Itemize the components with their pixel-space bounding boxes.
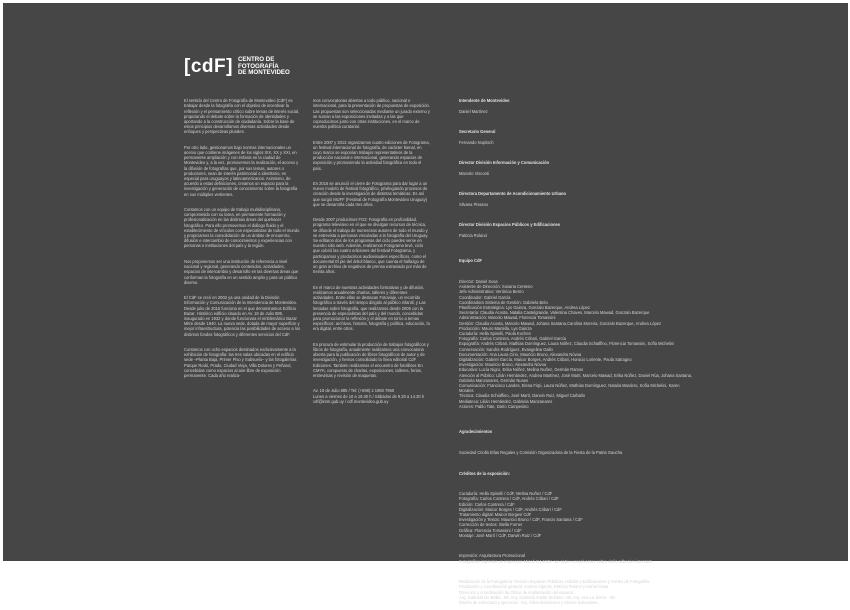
credit-heading: Agradecimientos bbox=[459, 429, 493, 435]
credit-heading: Directora Departamento de Acondicionamiento Urbano bbox=[459, 191, 566, 197]
paragraph: mos convocatorias abiertas a todo público, nacional e internacional, para la presentación de propuestas de exposición. Las propuestas son seleccionadas mediante un jurado externo y se suman a las exposiciones invitadas y a las que coproducimos junto con otras instituciones, en el marco de nuestra política curatorial. bbox=[313, 98, 430, 130]
credit-text: Patricia Roland bbox=[459, 232, 487, 238]
paragraph: En 2016 se anunció el cierre de Fotograma para dar lugar a un nuevo modelo de festival fotográfico, privilegiando procesos de creación desde la investigación de distintas temáticas. Es así que surgió MUFF (Festival de Fotografía Montevideo Uruguay) que se desarrolla cada tres años. bbox=[313, 181, 428, 207]
paragraph: En procura de estimular la producción de trabajos fotográficos y libros de fotografía, anualmente realizamos una convocatoria abierta para la publicación de libros fotográficos de autor y de investigación, y hemos consolidado la línea editorial CdF Ediciones. También realizamos el encuentro de fotolibros En CMYK, compuesto de charlas, exposiciones, talleres, ferias, entrevistas y revisión de maquetas. bbox=[313, 341, 429, 378]
paragraph: Contamos con ocho espacios destinados exclusivamente a la exhibición de fotografía: las tres salas ubicadas en el edificio sede –Planta Baja, Primer Piso y Subsuelo– y las fotogalerías Parque Rodó, Prado, Ciudad Vieja, Villa Dolores y Peñarol, concebidas como espacios al aire libre de exposición permanente. Cada año realiza- bbox=[184, 346, 297, 378]
credit-text: Sociedad Criolla Elías Regules y Comisión Organizadora de la Fiesta de la Patria Gaucha bbox=[459, 449, 623, 455]
paragraph: En el marco de nuestras actividades formativas y de difusión, realizamos anualmente charlas, talleres y diferentes actividades. Entre ellas se destacan Fotoviaje, un recorrido fotográfico a través del tiempo dirigido al público infantil, y Las lentadas sobre fotografía, que realizamos desde 2005 con la presencia de especialistas del país y del mundo, concebidas para promocionar la reflexión y el debate en torno a temas específicos: archivos, historia, fotografía y política, educación, la era digital, entre otros. bbox=[313, 284, 430, 332]
credit-text: Marcelo Visconti bbox=[459, 170, 489, 176]
logo-mark: [cdF] bbox=[184, 56, 233, 77]
credit-heading: Intendente de Montevideo bbox=[459, 98, 510, 104]
credit-heading: Director División Información y Comunicación bbox=[459, 160, 550, 166]
cdf-logo bbox=[184, 57, 290, 77]
credit-heading: Secretario General bbox=[459, 129, 496, 135]
credits-column bbox=[459, 93, 694, 610]
credit-text: Fernando Nopitsch bbox=[459, 139, 494, 145]
logo-wordmark bbox=[238, 57, 290, 77]
credit-heading: Equipo CdF bbox=[459, 258, 482, 264]
credit-heading: Director División Espacios Públicos y Edificaciones bbox=[459, 222, 561, 228]
about-column-1 bbox=[184, 93, 301, 388]
credit-text: Silvana Pissano bbox=[459, 201, 489, 207]
paragraph: Por otro lado, gestionamos bajo normas internacionales un acervo que contiene imágenes de los siglos XIX, XX y XXI, en permanente ampliación y con énfasis en la ciudad de Montevideo y, a la vez, promovemos la realización, el acceso y la difusión de fotografías que, por sus temas, autores o productores, sean de interés patrimonial o identitario, en especial para uruguayos y latinoamericanos. Asimismo, de acuerdo a estas definiciones, creamos un espacio para la investigación y generación de conocimiento sobre la fotografía en sus múltiples vertientes. bbox=[184, 144, 299, 197]
paragraph: Desde 2007 producimos FO2: Fotografía en profundidad, programa televisivo en el que se divulgan recursos de técnica, se difunde el trabajo de numerosos autores de todo el mundo y se entrevista a personas vinculadas a la fotografía del Uruguay. Se editaron dos de los programas del ciclo puedes verse en nuestro sitio web. Además, realizamos Fotograma tevé, ciclo que cubrió las cuatro ediciones del festival Fotograma, y participamos y producimos audiovisuales específicos, como el documental El pie del árbol blanco, que cuenta el hallazgo de un gran archivo de negativos de prensa extraviado por más de treinta años. bbox=[313, 217, 429, 275]
paragraph: El CdF se creó en 2002 ya una unidad de la División Información y Comunicación de la Intendencia de Montevideo. Desde julio de 2015 funciona en el que denominamos Edificio Bazar. Histórico edificio situado en Av. 18 de Julio 885, inaugurado en 1932 y donde funcionara el emblemático Bazar Mitre desde 1940. La nueva sede, dotada de mayor superficie y mejor infraestructura, potencia las posibilidades de acceso a los distintos fondos fotográficos y diferentes servicios del CdF. bbox=[184, 295, 301, 337]
about-column-2 bbox=[313, 93, 430, 414]
contact-info: Av. 18 de Julio 885 / Tel: (+598) 2 1950 7960 Lunes a viernes de 10 a 19.30 h / Sábados de 9.30 a 14.30 h cdf@imm.gub.uy / cdf.montevideo.gub.uy bbox=[313, 388, 425, 404]
logo-line-1: CENTRO DE bbox=[237, 56, 275, 64]
logo-line-2: FOTOGRAFÍA bbox=[237, 62, 279, 70]
paragraph: Entre 2007 y 2013 organizamos cuatro ediciones de Fotograma, un festival internacional de fotografía, de carácter bienal, en cuyo marco se exponían trabajos representativos de la producción nacional e internacional, generando espacios de exposición y promoviendo la actividad fotográfica en todo el país. bbox=[313, 139, 430, 171]
printing-credits: Impresión: Arquitectura Promocional Fotografías impresas en impresora Mutoh RJ 400X con tintas ecosolventes sobre vinilo adhesivo intercast. bbox=[459, 553, 653, 564]
logo-line-3: DE MONTEVIDEO bbox=[237, 69, 290, 77]
team-list: Director: Daniel Sosa Asistente de Dirección: Susana Centeno Jefe Administrativo: Verónica Berrio Coordinador: Gabriel García Coordinadora Sistema de Gestión: Gabriela Belo Planificación Estratégica: Lys Gainza, Gonzalo Bazerque, Andrea López Secretaría: Claudia Acosta, Natalia Castelgrande, Valentina Chaves, Marcelo Mawad, Gonzalo Bazerque Administración: Marcelo Mawad, Florencia Tomassini Gestión: Claudia Acosta, Marcelo Mawad, Johana Santana,Carolina Moreira, Gonzalo Bazerque, Andrea López Producción: Mauro Martella, Lys Gainza Curaduría: Hella Spinelli, Paola Kochen Fotografía: Carlos Contrera, Andrés Cribari, Gabriel García Expografía: Andrés Cribari, Mathías Domínguez, Laura Núñez, Claudia Schiaffino, Florencia Tomassini, Sofía Michelini Conservación: Sandra Rodríguez, Evangelina Gallo Documentación: Ana Laura Cirio, Mauricio Bruno, Alexandra Nóvoa Digitalización: Gabriel García, Maicor Borges, Andrés Cribari, Horacio Loriente, Paola Satragno Investigación: Mauricio Bruno, Alexandra Nóvoa Educativo: Lucía Nigro, Erika Núñez, Melina Nuñez, Germán Ramos Atención al Público: Lilián Hernández, Andrea Martínez, José Martí, Marcelo Mawad, Erika Núñez, Daniel Rúa, Johana Santana, Gabriela Manzanares, Germán Nunes Comunicación: Francisco Landes, Elena Firpi, Laura Núñez, Mathías Domínguez, Natalia Mardero, Sofía Michelini, Karen Morales Técnica: Claudia Schiaffino, José Martí, Darwin Ruiz, Miguel Carballo Mediateca: Lilián Hernández, Gabriela Manzanares Actores: Pablo Tate, Darío Campesino bbox=[459, 278, 693, 409]
paragraph: Nos proponemos ser una institución de referencia a nivel nacional y regional, generando contenidos, actividades, espacios de intercambio y desarrollo en las diversas áreas que conforman la fotografía en un sentido amplio y para un público diverso. bbox=[184, 258, 299, 285]
credit-heading: Créditos de la exposición: bbox=[459, 470, 510, 476]
paragraph: El sentido del Centro de Fotografía de Montevideo (CdF) es trabajar desde la fotografía con el objetivo de incentivar la reflexión y el pensamiento crítico sobre temas de interés social, propiciando el debate sobre la formación de identidades y aportando a la construcción de ciudadanía. Sobre la base de estos principios desarrollamos diversas actividades desde enfoques y perspectivas plurales. bbox=[184, 98, 300, 135]
paragraph: Contamos con un equipo de trabajo multidisciplinario, comprometido con su tarea, en permanente formación y profesionalización en las distintas áreas del quehacer fotográfico. Para ello promovemos el diálogo fluido y el establecimiento de vínculos con especialistas de todo el mundo y propiciamos la consolidación de un ámbito de encuentro, difusión e intercambio de conocimientos y experiencias con personas e instituciones del país y la región. bbox=[184, 207, 300, 249]
credit-text: Daniel Martínez bbox=[459, 108, 488, 114]
exhibition-credits: Curaduría: Hella Spinelli / CdF, Melina Nuñez / CdF Fotografía: Carlos Contrera / CdF, Andrés Cribari / CdF Edición: Carlos Contrera / CdF Digitalización: Maicor Borges / CdF, Andrés Cribari / CdF Tratamiento digital: Maicor Borges/ CdF Investigación y Textos: Mauricio Bruno / CdF, Francis Santana / CdF Corrección de textos: Stella Forner Gráfica: Florencia Tomassini / CdF Montaje: José Martí / CdF, Darwin Ruiz / CdF bbox=[459, 491, 583, 538]
realization-credits: Realización de la Fotogalería: División Espacios Públicos, Hábitat y Edificaciones y Centro de Fotografía. Producción y coordinación general: Andrea Vignolo, Patricia Roland y Daniel Sosa. Dirección y coordinación de Obras de implantación del espacio: Arq. Gabriela De Bellis - IM, Arq. Gabriela Anello Techera - IM, Arq. Ana La Sierra - IM. Diseño de estructura y ejecución: Arq. Silvia Mansicano y Alonso Soluciones. bbox=[459, 579, 650, 606]
